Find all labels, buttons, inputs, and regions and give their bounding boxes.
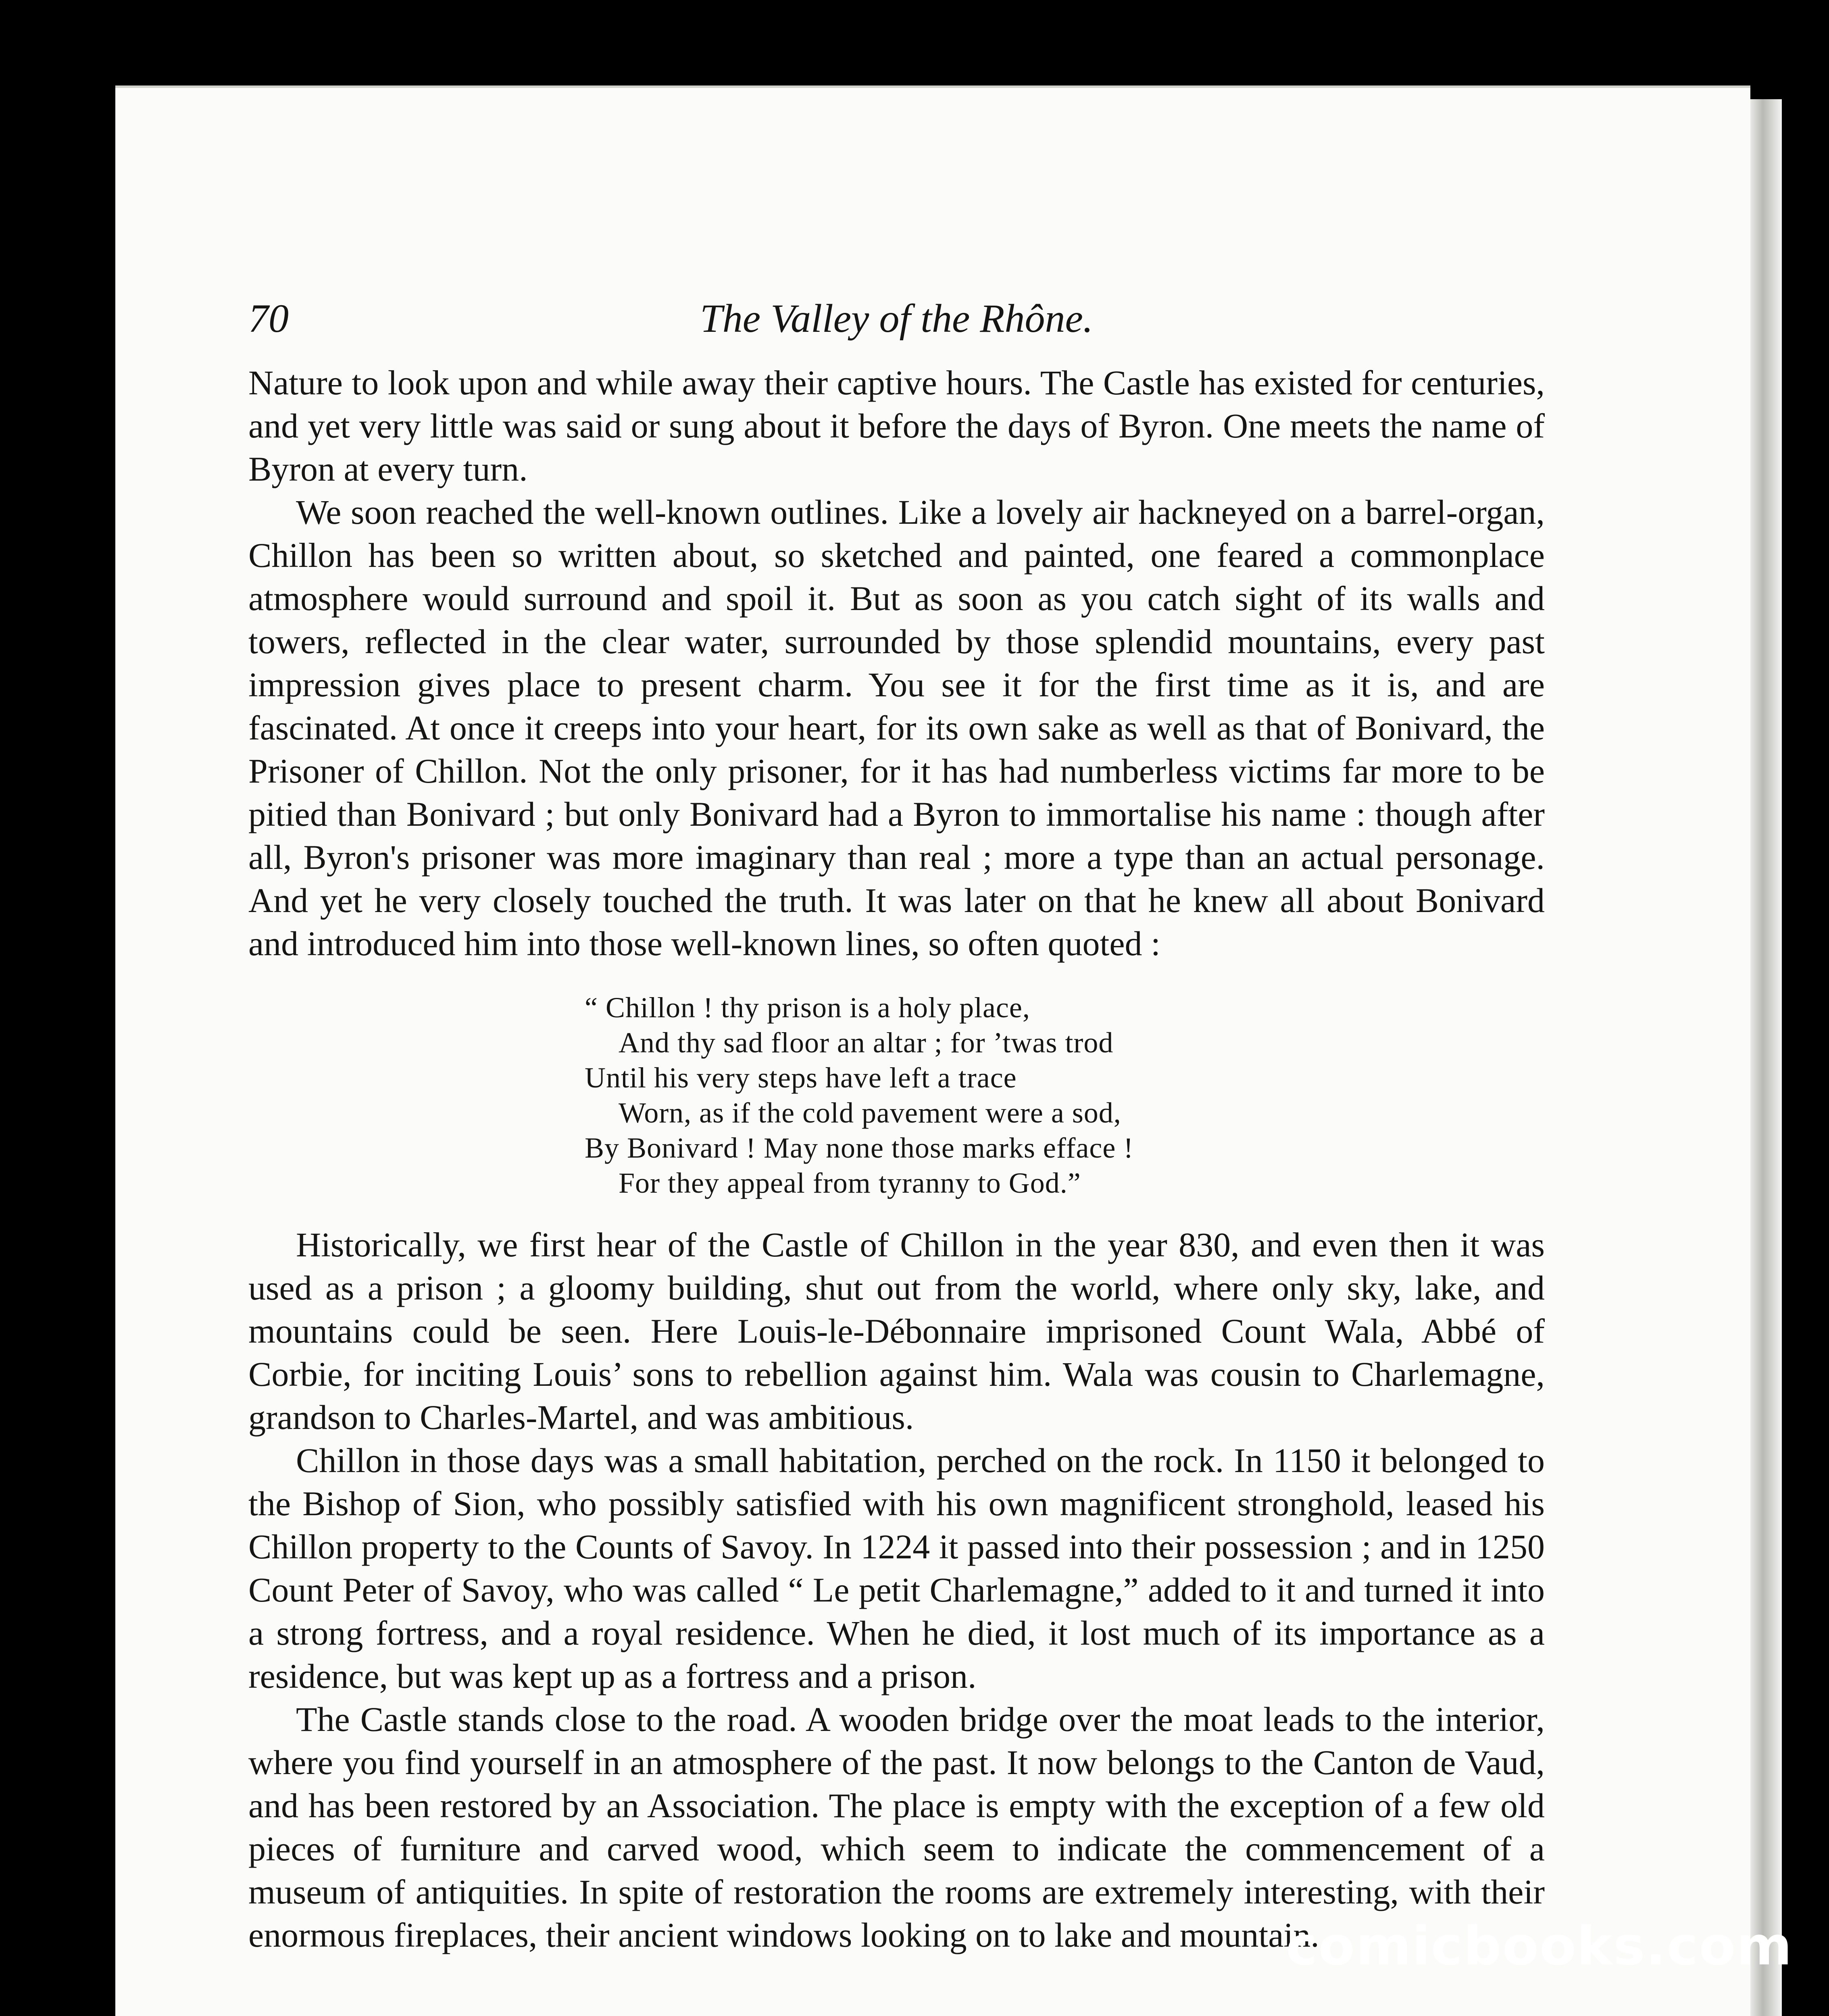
page-number: 70 (248, 296, 289, 341)
paragraph-5: The Castle stands close to the road. A wooden bridge over the moat leads to the interior, where you find yourself in an atmosphere of the past. It now belongs to the Canton de Vaud, and has been restored by an Association. The place is empty with the exception of a few old pieces of furniture and carved wood, which seem to indicate the commencement of a museum of antiquities. In spite of restoration the rooms are extremely interesting, with their enormous fireplaces, their ancient windows looking on to lake and mountain. (248, 1700, 1545, 1954)
paragraph-4: Chillon in those days was a small habitation, perched on the rock. In 1150 it belonged to the Bishop of Sion, who possibly satisfied with his own magnificent stronghold, leased his Chillon property to the Counts of Savoy. In 1224 it passed into their possession ; and in 1250 Count Peter of Savoy, who was called “ Le petit Charlemagne,” added to it and turned it into a strong fortress, and a royal residence. When he died, it lost much of its importance as a residence, but was kept up as a fortress and a prison. (248, 1441, 1545, 1695)
poem-quote (585, 990, 1545, 1201)
paragraph-1: Nature to look upon and while away their captive hours. The Castle has existed for centuries, and yet very little was said or sung about it before the days of Byron. One meets the name of Byron at every turn. (248, 363, 1545, 488)
site-watermark: comicbooks.com (1286, 1915, 1793, 1977)
page-stack-edge (1750, 99, 1782, 2016)
poem-line: For they appeal from tyranny to God.” (619, 1167, 1081, 1199)
poem-line: And thy sad floor an altar ; for ’twas trod (619, 1027, 1114, 1059)
poem-line: “ Chillon ! thy prison is a holy place, (585, 991, 1030, 1024)
poem-line: By Bonivard ! May none those marks efface ! (585, 1132, 1134, 1164)
page-top-edge (115, 85, 1750, 88)
poem-line: Until his very steps have left a trace (585, 1062, 1017, 1094)
paragraph-3: Historically, we first hear of the Castle of Chillon in the year 830, and even then it was used as a prison ; a gloomy building, shut out from the world, where only sky, lake, and mountains could be seen. Here Louis-le-Débonnaire imprisoned Count Wala, Abbé of Corbie, for inciting Louis’ sons to rebellion against him. Wala was cousin to Charlemagne, grandson to Charles-Martel, and was ambitious. (248, 1225, 1545, 1437)
page-header (248, 294, 1545, 343)
poem-line: Worn, as if the cold pavement were a sod, (619, 1097, 1121, 1129)
page-text-block (248, 294, 1545, 1957)
paragraph-2: We soon reached the well-known outlines. Like a lovely air hackneyed on a barrel-organ, Chillon has been so written about, so sketched and painted, one feared a commonplace atmosphere would surround and spoil it. But as soon as you catch sight of its walls and towers, reflected in the clear water, surrounded by those splendid mountains, every past impression gives place to present charm. You see it for the first time as it is, and are fascinated. At once it creeps into your heart, for its own sake as well as that of Bonivard, the Prisoner of Chillon. Not the only prisoner, for it has had numberless victims far more to be pitied than Bonivard ; but only Bonivard had a Byron to immortalise his name : though after all, Byron's prisoner was more imaginary than real ; more a type than an actual personage. And yet he very closely touched the truth. It was later on that he knew all about Bonivard and introduced him into those well-known lines, so often quoted : (248, 493, 1545, 963)
running-title: The Valley of the Rhône. (700, 296, 1093, 341)
